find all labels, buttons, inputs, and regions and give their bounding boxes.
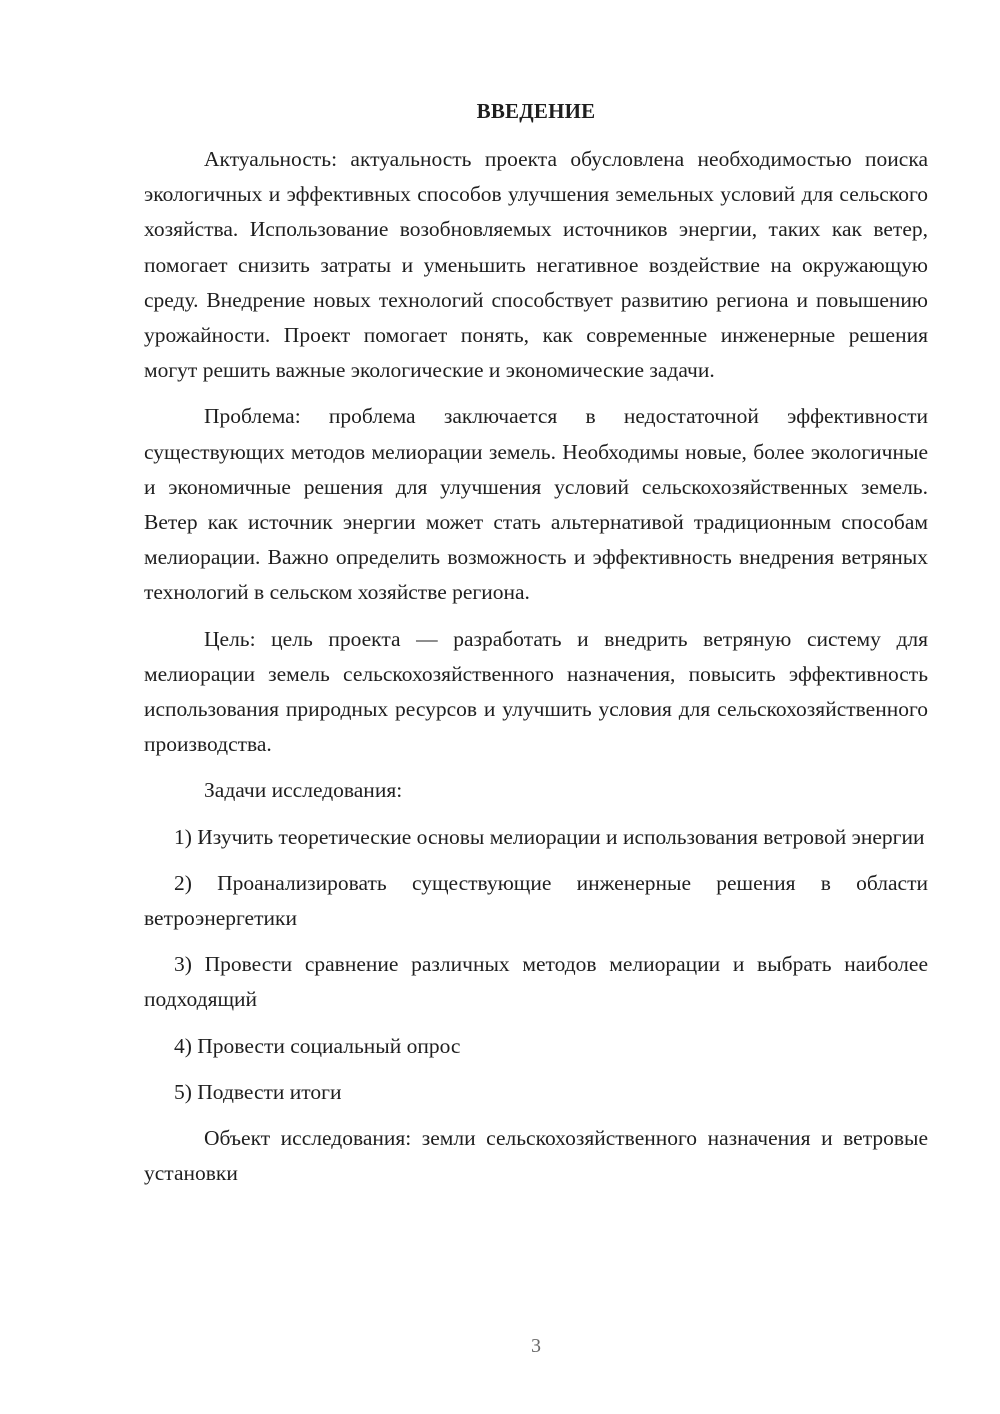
section-heading: ВВЕДЕНИЕ [476, 99, 596, 123]
page-number: 3 [531, 1335, 541, 1357]
object-paragraph: Объект исследования: земли сельскохозяйственного назначения и ветровые установки [144, 1126, 928, 1186]
goal-paragraph: Цель: цель проекта — разработать и внедрить ветряную систему для мелиорации земель сельскохозяйственного назначения, повысить эффективность использования природных ресурсов и улучшить условия для сельскохозяйственного производства. [144, 626, 928, 757]
problem-paragraph: Проблема: проблема заключается в недостаточной эффективности существующих методов мелиорации земель. Необходимы новые, более экологичные и экономичные решения для улучшения условий сельскохозяйственных земель. Ветер как источник энергии может стать альтернативой традиционным способам мелиорации. Важно определить возможность и эффективность внедрения ветряных технологий в сельском хозяйстве региона. [144, 404, 928, 605]
task-item: 2) Проанализировать существующие инженерные решения в области ветроэнергетики [144, 870, 928, 931]
task-item: 1) Изучить теоретические основы мелиорации и использования ветровой энергии [174, 824, 925, 849]
task-item: 5) Подвести итоги [174, 1079, 342, 1104]
task-item: 3) Провести сравнение различных методов мелиорации и выбрать наиболее подходящий [144, 952, 928, 1012]
tasks-heading: Задачи исследования: [204, 778, 403, 803]
relevance-paragraph: Актуальность: актуальность проекта обусловлена необходимостью поиска экологичных и эффективных способов улучшения земельных условий для сельского хозяйства. Использование возобновляемых источников энергии, таких как ветер, помогает снизить затраты и уменьшить негативное воздействие на окружающую среду. Внедрение новых технологий способствует развитию региона и повышению урожайности. Проект помогает понять, как современные инженерные решения могут решить важные экологические и экономические задачи. [144, 147, 928, 383]
task-item: 4) Провести социальный опрос [174, 1033, 461, 1058]
document-body [144, 142, 928, 1202]
tasks-list [144, 820, 928, 1110]
